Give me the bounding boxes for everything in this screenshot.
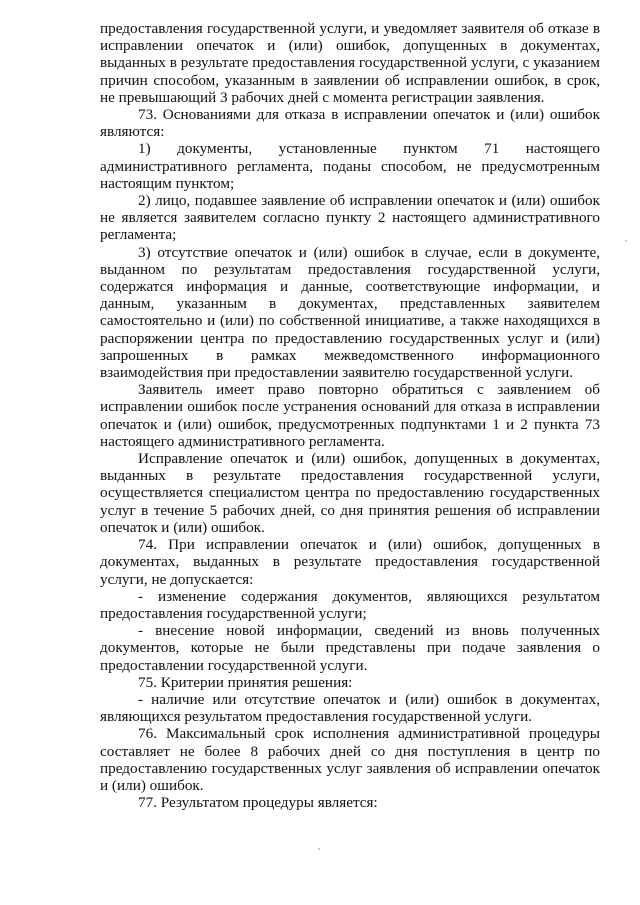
list-item-73-1: 1) документы, установленные пунктом 71 настоящего административного регламента, поданы способом, не предусмотренным настоящим пунктом; bbox=[100, 140, 600, 192]
paragraph-77: 77. Результатом процедуры является: bbox=[138, 794, 378, 812]
scan-speck bbox=[625, 240, 627, 242]
list-item-73-2: 2) лицо, подавшее заявление об исправлении опечаток и (или) ошибок не является заявителем согласно пункту 2 настоящего административного регламента; bbox=[100, 192, 600, 244]
paragraph-reapply: Заявитель имеет право повторно обратиться с заявлением об исправлении ошибок после устранения оснований для отказа в исправлении опечаток и (или) ошибок, предусмотренных подпунктами 1 и 2 пункта 73 настоящего административного регламента. bbox=[100, 381, 600, 450]
paragraph-continuation: предоставления государственной услуги, и уведомляет заявителя об отказе в исправлении опечаток и (или) ошибок, допущенных в документах, выданных в результате предоставления государственной услуги, с указанием причин способом, указанным в заявлении об исправлении ошибок, в срок, не превышающий 3 рабочих дней с момента регистрации заявления. bbox=[100, 20, 600, 106]
paragraph-74: 74. При исправлении опечаток и (или) ошибок, допущенных в документах, выданных в результате предоставления государственной услуги, не допускается: bbox=[100, 536, 600, 588]
list-item-74-2: - внесение новой информации, сведений из вновь полученных документов, которые не были представлены при подаче заявления о предоставлении государственной услуги. bbox=[100, 622, 600, 674]
paragraph-76: 76. Максимальный срок исполнения административной процедуры составляет не более 8 рабочих дней со дня поступления в центр по предоставлению государственных услуг заявления об исправлении опечаток и (или) ошибок. bbox=[100, 725, 600, 794]
list-item-75-1: - наличие или отсутствие опечаток и (или) ошибок в документах, являющихся результатом предоставления государственной услуги. bbox=[100, 690, 600, 726]
paragraph-73: 73. Основаниями для отказа в исправлении опечаток и (или) ошибок являются: bbox=[100, 106, 600, 141]
list-item-74-1: - изменение содержания документов, являющихся результатом предоставления государственной услуги; bbox=[100, 587, 600, 622]
document-body bbox=[100, 20, 600, 811]
list-item-73-3: 3) отсутствие опечаток и (или) ошибок в случае, если в документе, выданном по результатам предоставления государственной услуги, содержатся информация и данные, соответствующие информации, и данным, указанным в документах, представленных заявителем самостоятельно и (или) по собственной инициативе, а также находящихся в распоряжении центра по предоставлению государственных услуг и (или) запрошенных в рамках межведомственного информационного взаимодействия при предоставлении заявителю государственной услуги. bbox=[100, 243, 600, 382]
scan-speck bbox=[318, 848, 320, 850]
paragraph-75: 75. Критерии принятия решения: bbox=[138, 673, 353, 691]
paragraph-correction-term: Исправление опечаток и (или) ошибок, допущенных в документах, выданных в результате предоставления государственной услуги, осуществляется специалистом центра по предоставлению государственных услуг в течение 5 рабочих дней, со дня принятия решения об исправлении опечаток и (или) ошибок. bbox=[100, 450, 600, 536]
